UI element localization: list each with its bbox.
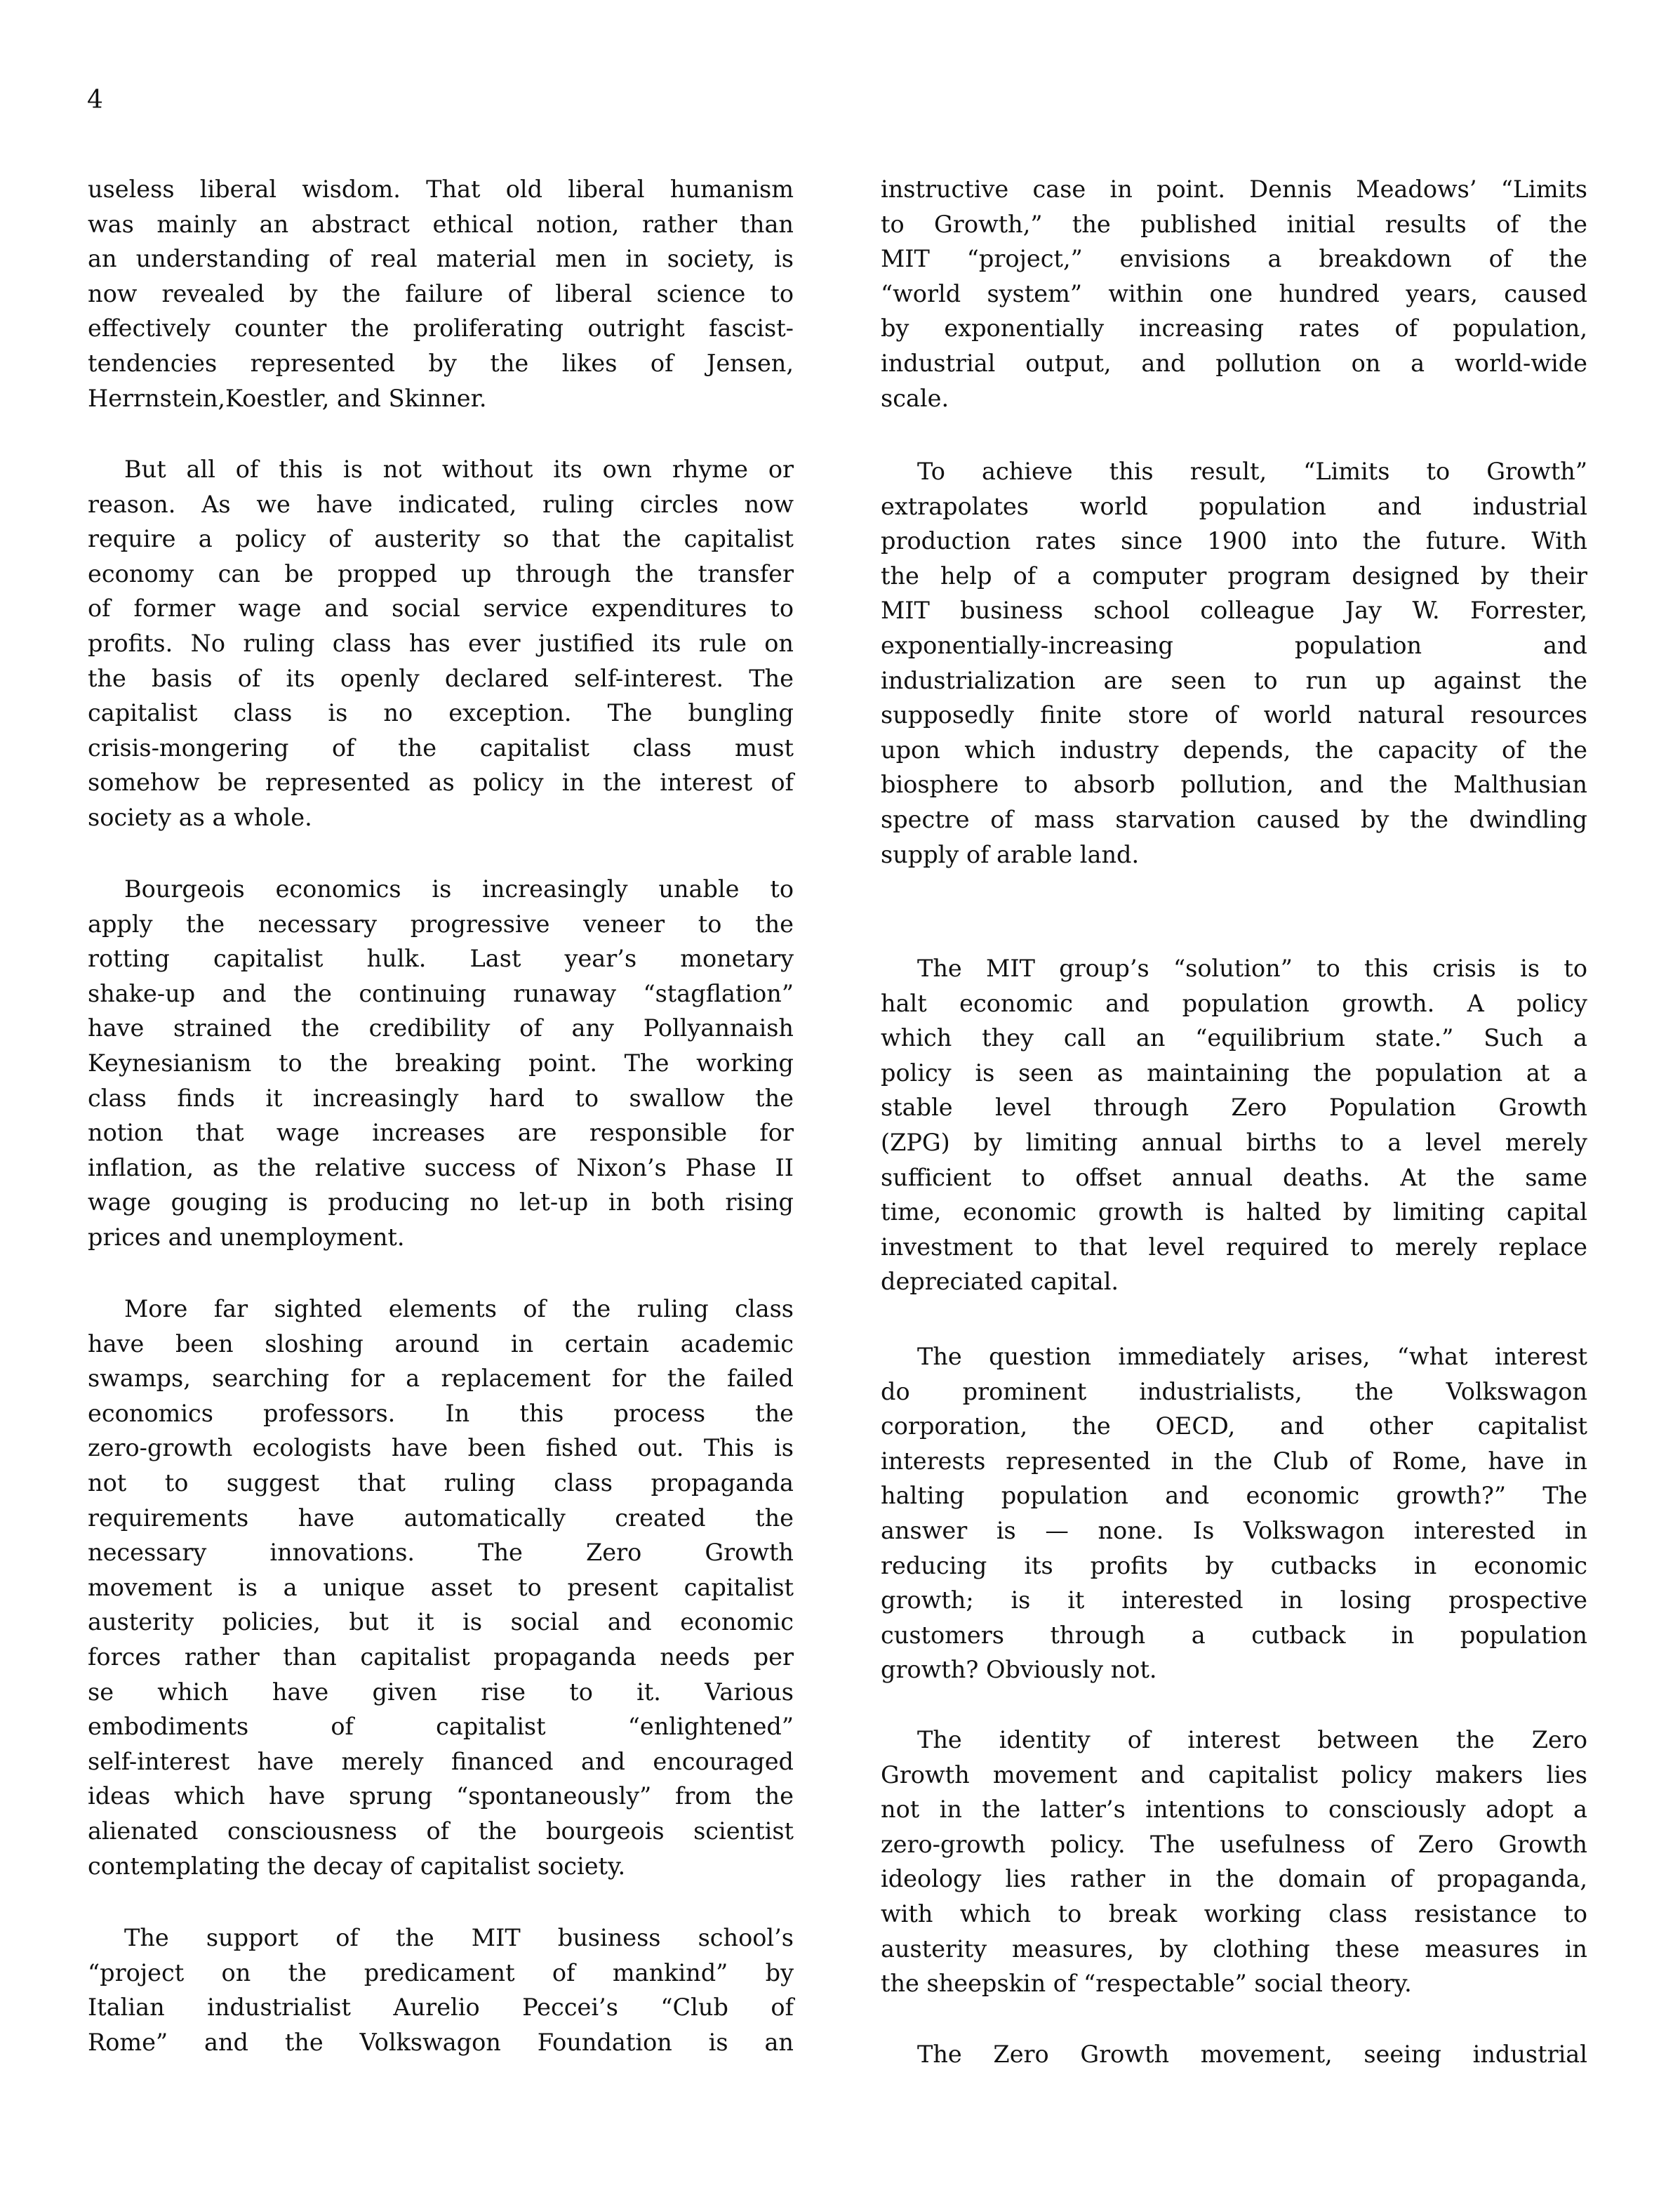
text-line: halting population and economic growth?” The — [881, 1482, 1587, 1510]
text-line: Keynesianism to the breaking point. The working — [88, 1049, 794, 1077]
text-line: economy can be propped up through the transfer — [88, 559, 794, 588]
text-line: not in the latter’s intentions to consciously adopt a — [881, 1796, 1587, 1824]
text-line: “project on the predicament of mankind” by — [88, 1958, 794, 1986]
text-line: industrialization are seen to run up against the — [881, 666, 1587, 694]
text-line: an understanding of real material men in society, is — [88, 245, 794, 273]
text-line: interests represented in the Club of Rome, have in — [881, 1447, 1587, 1475]
text-line: have strained the credibility of any Pollyannaish — [88, 1014, 794, 1042]
text-line: But all of this is not without its own rhyme or — [124, 456, 794, 483]
text-line: effectively counter the proliferating outright fascist- — [88, 314, 794, 343]
text-line: ideas which have sprung “spontaneously” from the — [88, 1782, 794, 1810]
paragraph — [88, 1292, 794, 1883]
text-line: Rome” and the Volkswagon Foundation is an — [88, 2028, 794, 2056]
text-line: rotting capitalist hulk. Last year’s monetary — [88, 945, 794, 973]
text-line: exponentially-increasing population and — [881, 631, 1587, 659]
text-line: have been sloshing around in certain academic — [88, 1329, 794, 1358]
text-line: prices and unemployment. — [88, 1223, 405, 1251]
text-line: stable level through Zero Population Growth — [881, 1094, 1587, 1122]
text-line: swamps, searching for a replacement for the failed — [88, 1365, 794, 1393]
text-line: the help of a computer program designed by their — [881, 562, 1587, 590]
text-line: capitalist class is no exception. The bungling — [88, 699, 794, 727]
paragraph — [88, 452, 794, 835]
paragraph — [881, 172, 1587, 416]
text-line: which they call an “equilibrium state.” Such a — [881, 1024, 1587, 1052]
text-line: More far sighted elements of the ruling class — [124, 1295, 794, 1322]
text-line: se which have given rise to it. Various — [88, 1678, 794, 1706]
text-line: crisis-mongering of the capitalist class must — [88, 734, 794, 762]
text-line: corporation, the OECD, and other capitalist — [881, 1412, 1587, 1440]
text-line: forces rather than capitalist propaganda needs per — [88, 1643, 794, 1671]
text-line: with which to break working class resistance to — [881, 1899, 1587, 1928]
text-line: supply of arable land. — [881, 840, 1140, 868]
text-line: The question immediately arises, “what interest — [917, 1343, 1587, 1370]
text-line: by exponentially increasing rates of population, — [881, 314, 1587, 343]
text-line: growth? Obviously not. — [881, 1656, 1157, 1684]
paragraph — [881, 1723, 1587, 2001]
text-line: economics professors. In this process the — [88, 1399, 794, 1427]
text-line: extrapolates world population and industrial — [881, 492, 1587, 520]
text-line: industrial output, and pollution on a world-wide — [881, 349, 1587, 377]
text-line: the sheepskin of “respectable” social theory. — [881, 1970, 1412, 1998]
text-line: useless liberal wisdom. That old liberal humanism — [88, 175, 794, 203]
text-line: necessary innovations. The Zero Growth — [88, 1539, 794, 1567]
text-line: spectre of mass starvation caused by the dwindling — [881, 805, 1587, 833]
text-line: apply the necessary progressive veneer to the — [88, 910, 794, 938]
paragraph — [88, 172, 794, 416]
text-line: investment to that level required to merely replace — [881, 1233, 1587, 1261]
text-line: class finds it increasingly hard to swallow the — [88, 1084, 794, 1112]
text-line: Growth movement and capitalist policy makers lies — [881, 1760, 1587, 1789]
text-line: ideology lies rather in the domain of propaganda, — [881, 1865, 1587, 1893]
text-line: Bourgeois economics is increasingly unable to — [124, 875, 794, 903]
text-line: profits. No ruling class has ever justified its rule on — [88, 629, 794, 657]
text-line: tendencies represented by the likes of Jensen, — [88, 349, 794, 377]
text-line: require a policy of austerity so that the capitalist — [88, 525, 794, 553]
text-line: depreciated capital. — [881, 1268, 1119, 1296]
text-line: not to suggest that ruling class propaganda — [88, 1468, 794, 1497]
text-line: notion that wage increases are responsible for — [88, 1119, 794, 1147]
text-line: Italian industrialist Aurelio Peccei’s “Club of — [88, 1994, 794, 2022]
text-line: wage gouging is producing no let-up in both rising — [88, 1188, 794, 1216]
text-line: halt economic and population growth. A policy — [881, 989, 1587, 1017]
text-line: do prominent industrialists, the Volkswagon — [881, 1377, 1587, 1405]
paragraph — [881, 951, 1587, 1299]
text-line: zero-growth ecologists have been fished out. This is — [88, 1434, 794, 1462]
text-line: upon which industry depends, the capacity of the — [881, 736, 1587, 764]
text-line: To achieve this result, “Limits to Growth” — [917, 458, 1587, 485]
text-line: instructive case in point. Dennis Meadows’ “Limits — [881, 175, 1587, 203]
paragraph — [88, 1921, 794, 2059]
paragraph — [881, 1339, 1587, 1687]
text-line: Herrnstein,Koestler, and Skinner. — [88, 384, 487, 412]
text-line: alienated consciousness of the bourgeois scientist — [88, 1817, 794, 1845]
text-line: the basis of its openly declared self-interest. The — [88, 664, 794, 692]
paragraph — [881, 454, 1587, 872]
paragraph — [88, 872, 794, 1255]
text-line: MIT business school colleague Jay W. Forrester, — [881, 597, 1587, 625]
text-line: contemplating the decay of capitalist society. — [88, 1852, 626, 1880]
text-line: customers through a cutback in population — [881, 1621, 1587, 1649]
text-line: supposedly finite store of world natural resources — [881, 701, 1587, 729]
text-line: movement is a unique asset to present capitalist — [88, 1573, 794, 1601]
text-line: scale. — [881, 384, 949, 412]
text-line: “world system” within one hundred years, caused — [881, 279, 1587, 307]
text-line: biosphere to absorb pollution, and the Malthusian — [881, 771, 1587, 799]
paragraph — [881, 2037, 1587, 2072]
text-line: somehow be represented as policy in the interest of — [88, 769, 794, 797]
text-line: to Growth,” the published initial results of the — [881, 210, 1587, 238]
text-line: austerity measures, by clothing these measures in — [881, 1935, 1587, 1963]
text-line: zero-growth policy. The usefulness of Zero Growth — [881, 1830, 1587, 1858]
text-line: self-interest have merely financed and encouraged — [88, 1747, 794, 1775]
text-line: (ZPG) by limiting annual births to a level merely — [881, 1128, 1587, 1156]
text-line: now revealed by the failure of liberal science to — [88, 279, 794, 307]
text-line: The identity of interest between the Zero — [917, 1726, 1587, 1753]
text-line: sufficient to offset annual deaths. At the same — [881, 1163, 1587, 1191]
text-line: The Zero Growth movement, seeing industrial — [917, 2041, 1587, 2068]
text-line: society as a whole. — [88, 803, 312, 831]
text-line: austerity policies, but it is social and economic — [88, 1608, 794, 1636]
text-line: requirements have automatically created the — [88, 1504, 794, 1532]
page-number: 4 — [87, 86, 103, 114]
text-line: MIT “project,” envisions a breakdown of the — [881, 245, 1587, 273]
text-line: growth; is it interested in losing prospective — [881, 1586, 1587, 1614]
text-line: time, economic growth is halted by limiting capital — [881, 1198, 1587, 1226]
text-line: reason. As we have indicated, ruling circles now — [88, 490, 794, 518]
text-line: was mainly an abstract ethical notion, rather than — [88, 210, 794, 238]
text-line: answer is — none. Is Volkswagon interested in — [881, 1516, 1587, 1544]
text-line: policy is seen as maintaining the population at a — [881, 1059, 1587, 1087]
text-line: The MIT group’s “solution” to this crisis is to — [917, 955, 1587, 982]
text-line: inflation, as the relative success of Nixon’s Phase II — [88, 1153, 794, 1181]
text-line: reducing its profits by cutbacks in economic — [881, 1551, 1587, 1579]
text-line: shake-up and the continuing runaway “stagflation” — [88, 979, 794, 1007]
text-line: production rates since 1900 into the future. With — [881, 527, 1587, 555]
text-line: of former wage and social service expenditures to — [88, 595, 794, 623]
text-line: The support of the MIT business school’s — [124, 1924, 794, 1951]
text-line: embodiments of capitalist “enlightened” — [88, 1713, 794, 1741]
